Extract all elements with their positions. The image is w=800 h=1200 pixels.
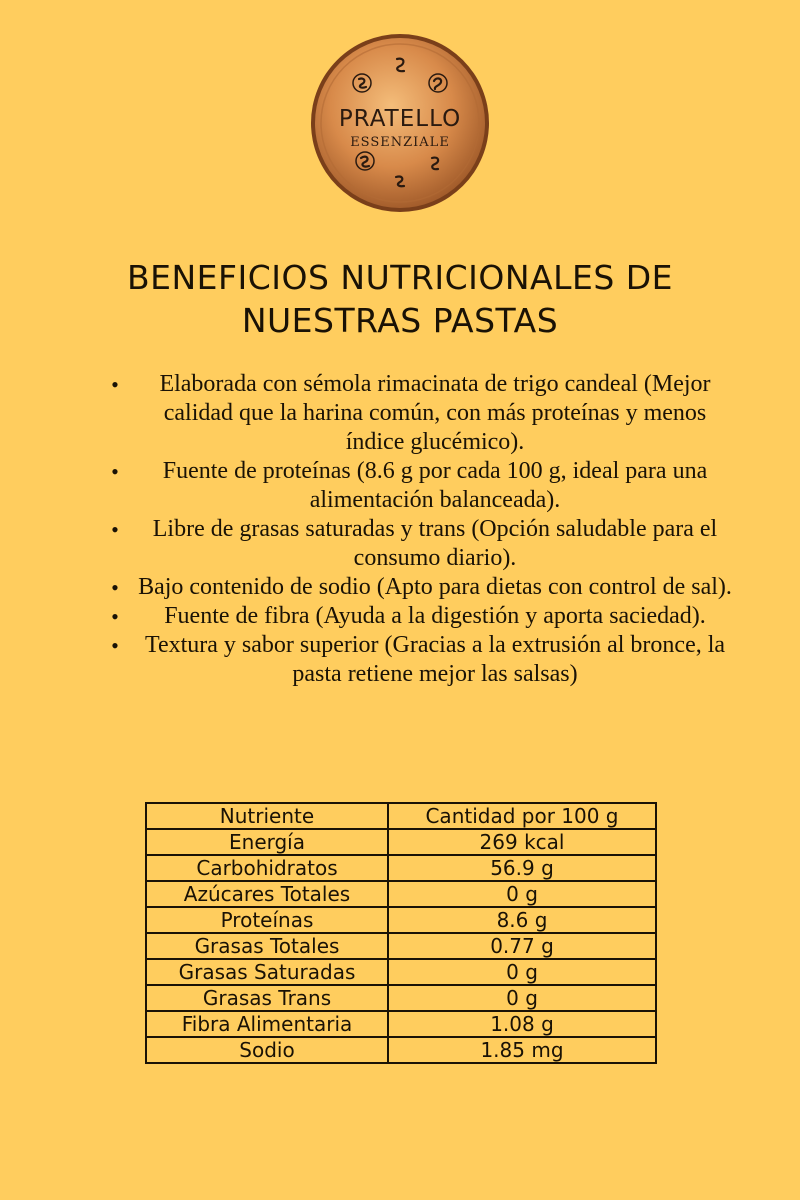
- list-item: [95, 631, 735, 689]
- nutrient-amount: 8.6 g: [388, 907, 656, 933]
- table-row: [146, 855, 656, 881]
- nutrient-name: Carbohidratos: [146, 855, 388, 881]
- bullet-icon: •: [111, 604, 119, 629]
- column-header-nutrient: Nutriente: [146, 803, 388, 829]
- nutrient-name: Energía: [146, 829, 388, 855]
- bullet-icon: •: [111, 633, 119, 658]
- nutrient-amount: 1.85 mg: [388, 1037, 656, 1063]
- nutrient-amount: 0.77 g: [388, 933, 656, 959]
- brand-name: PRATELLO: [338, 106, 462, 132]
- nutrient-name: Fibra Alimentaria: [146, 1011, 388, 1037]
- benefit-text: Textura y sabor superior (Gracias a la extrusión al bronce, la pasta retiene mejor las salsas): [144, 632, 726, 687]
- nutrient-amount: 0 g: [388, 959, 656, 985]
- list-item: [95, 573, 735, 602]
- bullet-icon: •: [111, 575, 119, 600]
- list-item: [95, 602, 735, 631]
- nutrition-table: [145, 802, 657, 1064]
- nutrient-amount: 56.9 g: [388, 855, 656, 881]
- benefit-text: Elaborada con sémola rimacinata de trigo candeal (Mejor calidad que la harina común, con más proteínas y menos índice glucémico).: [159, 371, 711, 455]
- page-title-line-2: NUESTRAS PASTAS: [241, 301, 559, 340]
- nutrient-name: Grasas Totales: [146, 933, 388, 959]
- nutrient-amount: 0 g: [388, 985, 656, 1011]
- nutrient-amount: 269 kcal: [388, 829, 656, 855]
- benefit-text: Fuente de proteínas (8.6 g por cada 100 g, ideal para una alimentación balanceada).: [162, 458, 708, 513]
- list-item: [95, 457, 735, 515]
- brand-subtitle: ESSENZIALE: [350, 135, 450, 150]
- table-row: [146, 829, 656, 855]
- table-row: [146, 881, 656, 907]
- nutrient-name: Sodio: [146, 1037, 388, 1063]
- bullet-icon: •: [111, 459, 119, 484]
- page-title: [40, 256, 760, 342]
- table-header-row: [146, 803, 656, 829]
- benefit-text: Libre de grasas saturadas y trans (Opción saludable para el consumo diario).: [152, 516, 718, 571]
- table-row: [146, 933, 656, 959]
- bullet-icon: •: [111, 372, 119, 397]
- nutrient-name: Proteínas: [146, 907, 388, 933]
- nutrient-amount: 1.08 g: [388, 1011, 656, 1037]
- nutrient-name: Azúcares Totales: [146, 881, 388, 907]
- column-header-amount: Cantidad por 100 g: [388, 803, 656, 829]
- list-item: [95, 515, 735, 573]
- page-title-line-1: BENEFICIOS NUTRICIONALES DE: [126, 258, 674, 297]
- nutrient-name: Grasas Saturadas: [146, 959, 388, 985]
- list-item: [95, 370, 735, 457]
- table-row: [146, 1011, 656, 1037]
- table-row: [146, 1037, 656, 1063]
- table-row: [146, 959, 656, 985]
- nutrition-table-container: [145, 802, 657, 1064]
- benefit-text: Bajo contenido de sodio (Apto para dietas con control de sal).: [138, 574, 732, 600]
- brand-logo: [310, 33, 490, 213]
- bullet-icon: •: [111, 517, 119, 542]
- nutrient-amount: 0 g: [388, 881, 656, 907]
- benefit-text: Fuente de fibra (Ayuda a la digestión y aporta saciedad).: [164, 603, 706, 629]
- table-row: [146, 985, 656, 1011]
- nutrient-name: Grasas Trans: [146, 985, 388, 1011]
- brand-logo-badge: [310, 33, 490, 213]
- table-row: [146, 907, 656, 933]
- benefits-list: [95, 370, 735, 689]
